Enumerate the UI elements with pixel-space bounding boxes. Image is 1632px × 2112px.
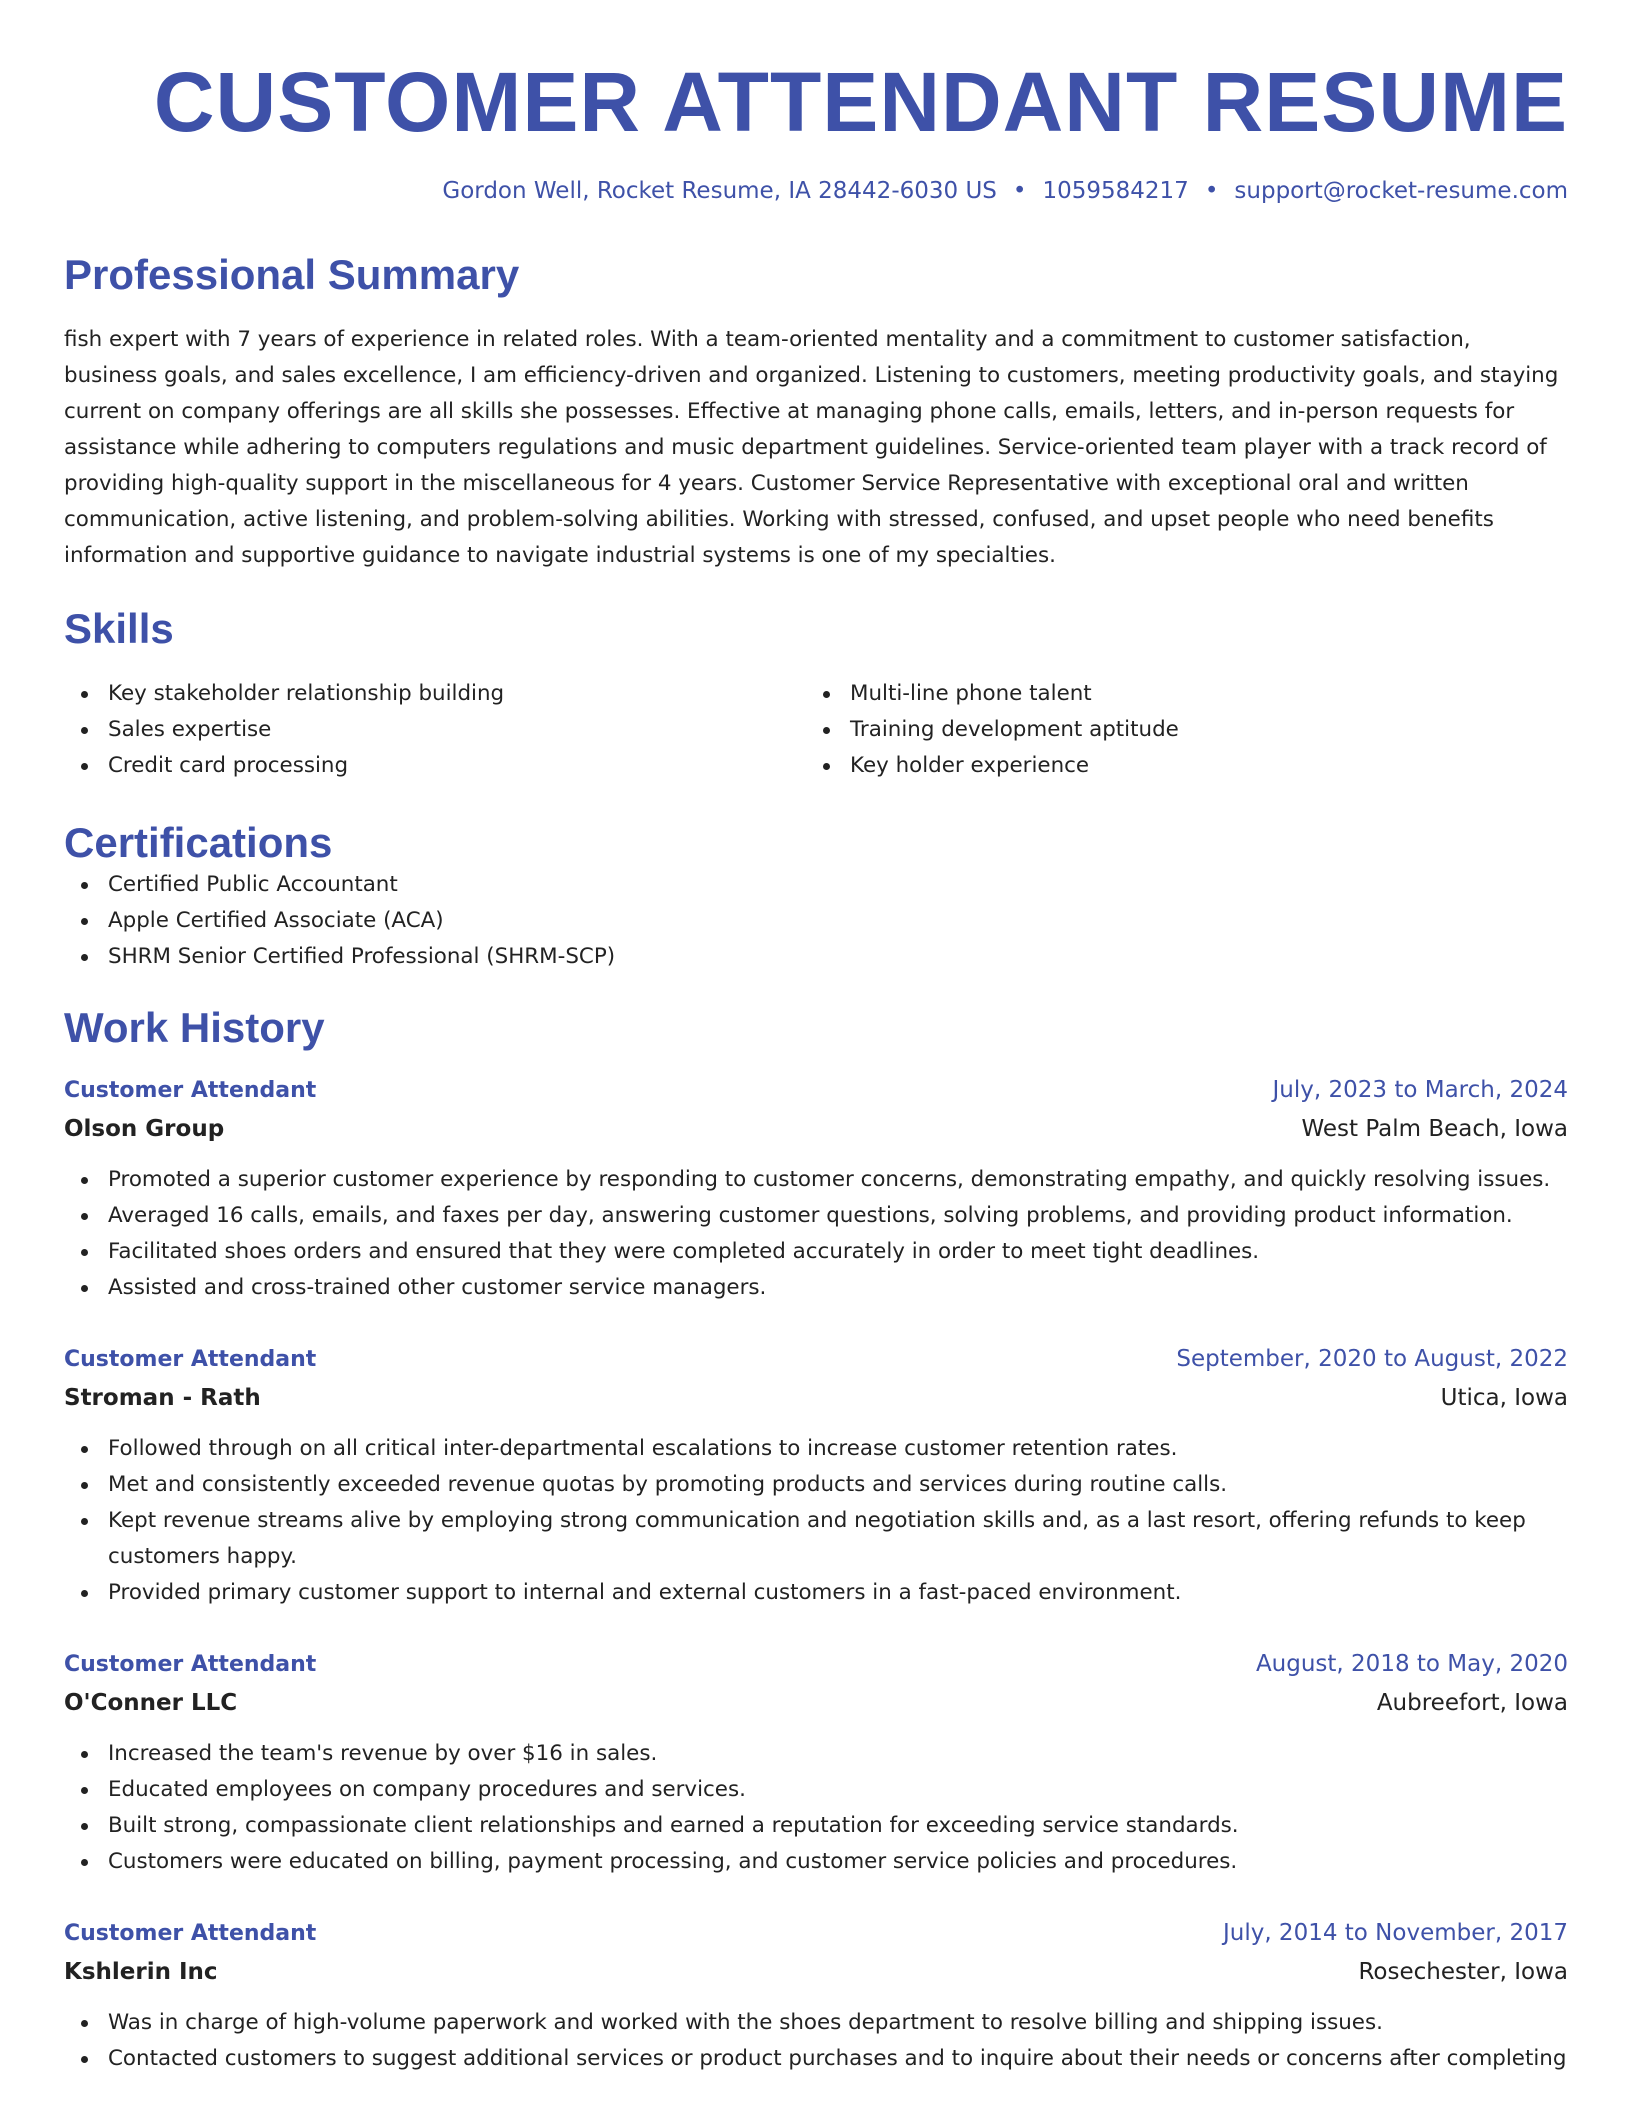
job-role: Customer Attendant: [64, 1077, 317, 1103]
job-bullets: [64, 1431, 1568, 1611]
contact-address: Gordon Well, Rocket Resume, IA 28442-6030 US: [442, 178, 997, 204]
job-company: O'Conner LLC: [64, 1689, 238, 1716]
skill-item: Key holder experience: [806, 748, 1548, 784]
skill-item: Sales expertise: [64, 712, 806, 748]
job-header-row: [64, 1649, 1568, 1680]
job-company-row: [64, 1957, 1568, 1987]
job-bullets: [64, 2005, 1568, 2077]
skill-item: Credit card processing: [64, 748, 806, 784]
certification-item: SHRM Senior Certified Professional (SHRM-SCP): [64, 939, 1568, 975]
skills-list-right: [806, 676, 1548, 784]
job-dates: July, 2014 to November, 2017: [1222, 1919, 1568, 1946]
job-bullet: Contacted customers to suggest additional services or product purchases and to inquire about their needs or concerns after completing: [64, 2041, 1568, 2077]
certification-item: Certified Public Accountant: [64, 867, 1568, 903]
skill-item: Training development aptitude: [806, 712, 1548, 748]
job-role: Customer Attendant: [64, 1346, 317, 1372]
certifications-list: [64, 867, 1568, 975]
summary-heading: Professional Summary: [64, 251, 520, 298]
job-entry: [64, 1918, 1568, 2077]
resume-title: CUSTOMER ATTENDANT RESUME: [153, 55, 1568, 149]
job-company-row: [64, 1114, 1568, 1144]
job-entry: [64, 1344, 1568, 1611]
job-bullet: Averaged 16 calls, emails, and faxes per day, answering customer questions, solving problems, and providing product information.: [64, 1198, 1568, 1234]
job-location: West Palm Beach, Iowa: [1301, 1115, 1568, 1142]
job-role: Customer Attendant: [64, 1920, 317, 1946]
job-bullets: [64, 1162, 1568, 1306]
job-header-row: [64, 1918, 1568, 1949]
job-bullet: Increased the team's revenue by over $16 in sales.: [64, 1736, 1568, 1772]
certification-item: Apple Certified Associate (ACA): [64, 903, 1568, 939]
job-company: Stroman - Rath: [64, 1384, 261, 1411]
contact-separator: •: [1204, 178, 1219, 204]
skill-item: Multi-line phone talent: [806, 676, 1548, 712]
skills-column-right: [806, 676, 1548, 784]
job-location: Aubreefort, Iowa: [1376, 1689, 1568, 1716]
job-bullet: Was in charge of high-volume paperwork and worked with the shoes department to resolve billing and shipping issues.: [64, 2005, 1568, 2041]
job-location: Rosechester, Iowa: [1358, 1958, 1568, 1985]
job-entry: [64, 1075, 1568, 1306]
skills-column-left: [64, 676, 806, 784]
contact-separator: •: [1012, 178, 1027, 204]
job-company: Olson Group: [64, 1115, 225, 1142]
job-bullet: Met and consistently exceeded revenue quotas by promoting products and services during routine calls.: [64, 1467, 1568, 1503]
summary-text: fish expert with 7 years of experience in related roles. With a team-oriented mentality and a commitment to customer satisfaction, business goals, and sales excellence, I am efficiency-driven and organized. Listening to customers, meeting productivity goals, and staying current on company offerings are all skills she possesses. Effective at managing phone calls, emails, letters, and in-person requests for assistance while adhering to computers regulations and music department guidelines. Service-oriented team player with a track record of providing high-quality support in the miscellaneous for 4 years. Customer Service Representative with exceptional oral and written communication, active listening, and problem-solving abilities. Working with stressed, confused, and upset people who need benefits information and supportive guidance to navigate industrial systems is one of my specialties.: [64, 327, 1559, 569]
certifications-heading: Certifications: [64, 819, 333, 867]
contact-line: [64, 178, 1568, 204]
job-company-row: [64, 1688, 1568, 1718]
job-bullet: Facilitated shoes orders and ensured that they were completed accurately in order to meet tight deadlines.: [64, 1234, 1568, 1270]
job-entry: [64, 1649, 1568, 1880]
job-bullet: Educated employees on company procedures and services.: [64, 1772, 1568, 1808]
job-header-row: [64, 1075, 1568, 1106]
contact-phone: 1059584217: [1042, 178, 1189, 204]
job-bullet: Provided primary customer support to internal and external customers in a fast-paced environment.: [64, 1575, 1568, 1611]
job-company-row: [64, 1383, 1568, 1413]
job-dates: September, 2020 to August, 2022: [1176, 1345, 1568, 1372]
job-bullet: Kept revenue streams alive by employing strong communication and negotiation skills and, as a last resort, offering refunds to keep customers happy.: [64, 1503, 1568, 1575]
job-role: Customer Attendant: [64, 1651, 317, 1677]
job-bullet: Assisted and cross-trained other customer service managers.: [64, 1270, 1568, 1306]
job-bullet: Followed through on all critical inter-departmental escalations to increase customer retention rates.: [64, 1431, 1568, 1467]
job-dates: August, 2018 to May, 2020: [1255, 1650, 1568, 1677]
job-company: Kshlerin Inc: [64, 1958, 218, 1985]
job-bullets: [64, 1736, 1568, 1880]
job-dates: July, 2023 to March, 2024: [1272, 1076, 1568, 1103]
skills-heading: Skills: [64, 605, 174, 653]
contact-email[interactable]: support@rocket-resume.com: [1234, 178, 1568, 204]
job-bullet: Promoted a superior customer experience by responding to customer concerns, demonstrating empathy, and quickly resolving issues.: [64, 1162, 1568, 1198]
job-bullet: Customers were educated on billing, payment processing, and customer service policies and procedures.: [64, 1844, 1568, 1880]
job-bullet: Built strong, compassionate client relationships and earned a reputation for exceeding service standards.: [64, 1808, 1568, 1844]
work-history-heading: Work History: [64, 1003, 325, 1051]
skill-item: Key stakeholder relationship building: [64, 676, 806, 712]
skills-list-left: [64, 676, 806, 784]
skills-grid: [64, 676, 1568, 784]
job-header-row: [64, 1344, 1568, 1375]
job-location: Utica, Iowa: [1440, 1384, 1568, 1411]
